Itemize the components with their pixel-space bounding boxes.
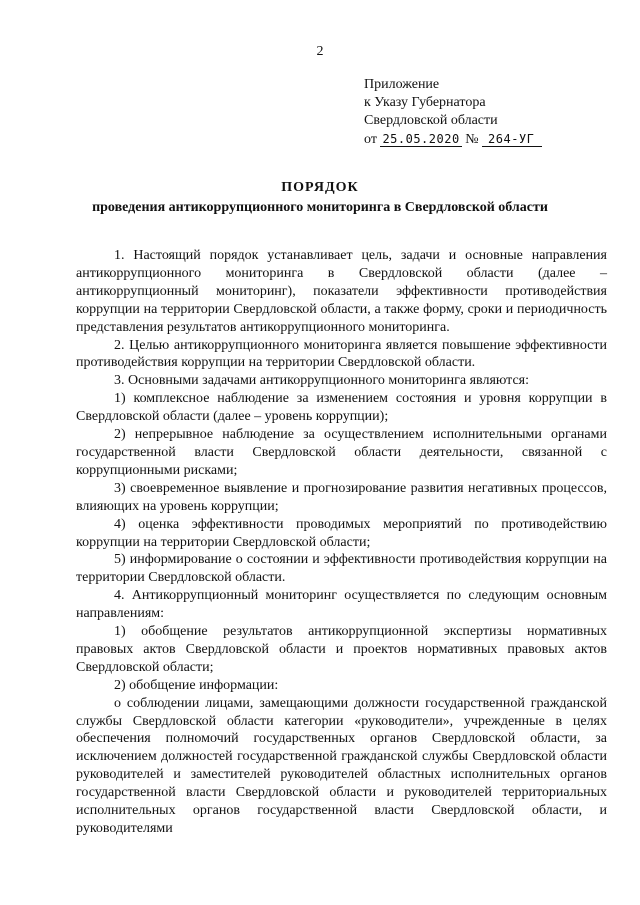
- paragraph: 5) информирование о состоянии и эффективности противодействия коррупции на территории Свердловской области.: [76, 552, 607, 586]
- decree-number: 264-УГ: [482, 132, 542, 147]
- document-body: [76, 247, 607, 838]
- paragraph: 3) своевременное выявление и прогнозирование развития негативных процессов, влияющих на уровень коррупции;: [76, 480, 607, 514]
- number-prefix: №: [465, 132, 479, 147]
- paragraph: 3. Основными задачами антикоррупционного мониторинга являются:: [114, 373, 529, 389]
- paragraph: 1. Настоящий порядок устанавливает цель, задачи и основные направления антикоррупционного мониторинга в Свердловской области (далее – антикоррупционный мониторинг), показатели эффективности противодействия коррупции на территории Свердловской области, а также форму, сроки и периодичность представления результатов антикоррупционного мониторинга.: [76, 248, 607, 335]
- paragraph: 1) комплексное наблюдение за изменением состояния и уровня коррупции в Свердловской области (далее – уровень коррупции);: [76, 391, 607, 425]
- title-heading: ПОРЯДОК: [281, 180, 359, 195]
- paragraph: 4) оценка эффективности проводимых мероприятий по противодействию коррупции на территории Свердловской области;: [76, 516, 607, 550]
- decree-date: 25.05.2020: [382, 132, 460, 146]
- paragraph: 1) обобщение результатов антикоррупционной экспертизы нормативных правовых актов Свердловской области и проектов нормативных правовых актов Свердловской области;: [76, 624, 607, 675]
- paragraph: 2) обобщение информации:: [114, 677, 279, 693]
- appendix-label: Приложение: [364, 77, 440, 92]
- title-subheading: проведения антикоррупционного мониторинга в Свердловской области: [92, 200, 548, 215]
- appendix-region: Свердловской области: [364, 113, 498, 128]
- paragraph: 2) непрерывное наблюдение за осуществлением исполнительными органами государственной власти Свердловской области деятельности, связанной с коррупционными рисками;: [76, 427, 607, 478]
- paragraph: 4. Антикоррупционный мониторинг осуществляется по следующим основным направлениям:: [76, 588, 607, 622]
- appendix-decree-ref: к Указу Губернатора: [364, 95, 486, 110]
- paragraph: о соблюдении лицами, замещающими должности государственной гражданской службы Свердловской области категории «руководители», учрежденные в целях обеспечения полномочий государственных органов Свердловской области, за исключением должностей государственной гражданской службы Свердловской области руководителей и заместителей руководителей областных исполнительных органов государственной власти Свердловской области и руководителей территориальных исполнительных органов государственной власти Свердловской области, и руководителями: [76, 695, 607, 836]
- appendix-date-line: [364, 130, 542, 149]
- page-number: 2: [316, 44, 324, 59]
- appendix-block: [364, 76, 542, 149]
- date-prefix: от: [364, 132, 377, 147]
- paragraph: 2. Целью антикоррупционного мониторинга является повышение эффективности противодействия коррупции на территории Свердловской области.: [76, 337, 607, 371]
- document-title: [0, 178, 640, 218]
